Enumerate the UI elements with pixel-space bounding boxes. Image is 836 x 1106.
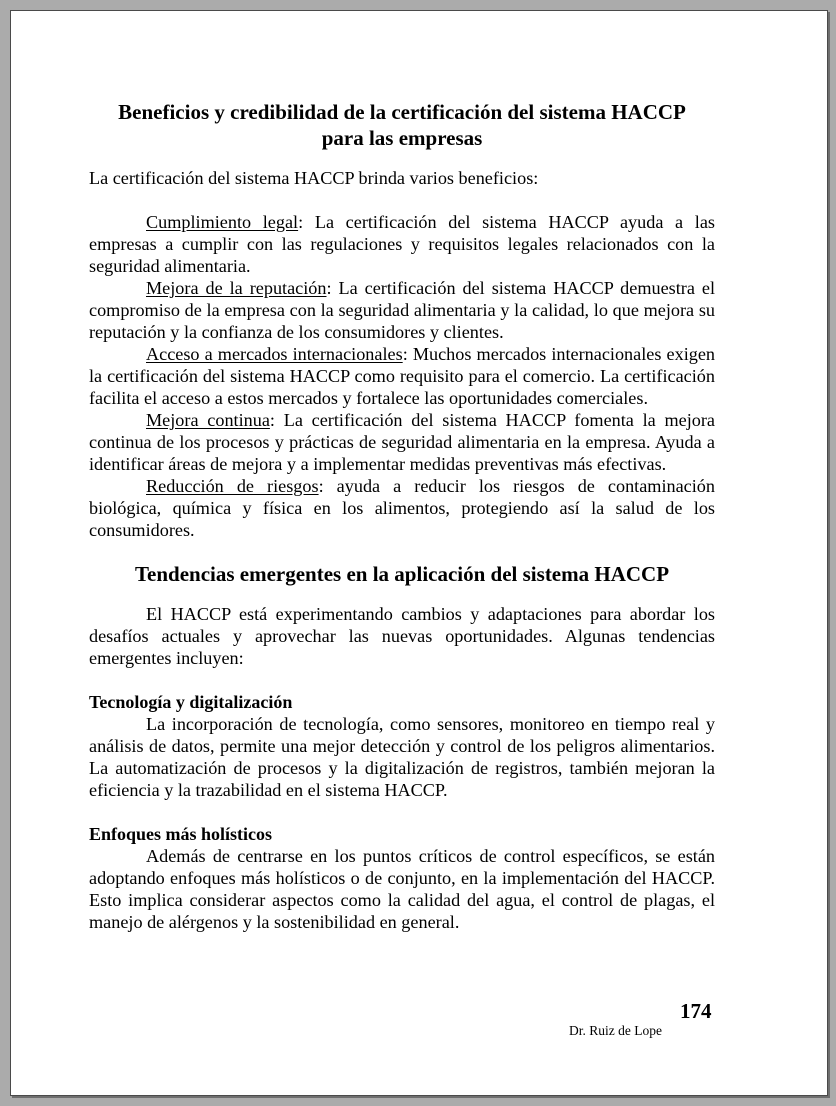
trends-intro: El HACCP está experimentando cambios y adaptaciones para abordar los desafíos actuales y aprovechar las nuevas oportunidades. Algunas tendencias emergentes incluyen: (89, 604, 715, 668)
benefit-term: Mejora de la reputación (146, 278, 327, 298)
section-title-trends: Tendencias emergentes en la aplicación del sistema HACCP (134, 562, 670, 586)
benefit-text: : La certificación del sistema HACCP ayuda a las empresas a cumplir con las regulaciones y requisitos legales relacionados con la seguridad alimentaria. (89, 212, 715, 276)
benefits-list (89, 211, 715, 541)
benefits-intro: La certificación del sistema HACCP brinda varios beneficios: (89, 168, 539, 188)
benefit-item (89, 211, 715, 277)
benefit-text: : Muchos mercados internacionales exigen la certificación del sistema HACCP como requisito para el comercio. La certificación facilita el acceso a estos mercados y fortalece las oportunidades comerciales. (89, 344, 716, 408)
benefit-term: Mejora continua (146, 410, 270, 430)
benefit-item (89, 277, 715, 343)
page-content (89, 99, 715, 933)
document-page (10, 10, 828, 1096)
benefit-text: : La certificación del sistema HACCP demuestra el compromiso de la empresa con la seguridad alimentaria y la calidad, lo que mejora su reputación y la confianza de los consumidores y clientes. (89, 278, 715, 342)
benefit-item (89, 475, 715, 541)
benefit-item (89, 343, 715, 409)
page-number: 174 (680, 999, 712, 1023)
title-line-2: para las empresas (321, 126, 483, 150)
benefit-term: Cumplimiento legal (146, 212, 299, 232)
benefit-term: Reducción de riesgos (146, 476, 319, 496)
author-footer: Dr. Ruiz de Lope (569, 1023, 662, 1038)
title-line-1: Beneficios y credibilidad de la certificación del sistema HACCP (118, 100, 686, 124)
subsection-text-technology: La incorporación de tecnología, como sensores, monitoreo en tiempo real y análisis de datos, permite una mejor detección y control de los peligros alimentarios. La automatización de procesos y la digitalización de registros, también mejoran la eficiencia y la trazabilidad en el sistema HACCP. (89, 714, 715, 800)
subsection-heading-technology: Tecnología y digitalización (89, 692, 293, 712)
benefit-item (89, 409, 715, 475)
subsection-text-holistic: Además de centrarse en los puntos críticos de control específicos, se están adoptando enfoques más holísticos o de conjunto, en la implementación del HACCP. Esto implica considerar aspectos como la calidad del agua, el control de plagas, el manejo de alérgenos y la sostenibilidad en general. (89, 846, 715, 932)
benefit-term: Acceso a mercados internacionales (146, 344, 403, 364)
benefit-text: : La certificación del sistema HACCP fomenta la mejora continua de los procesos y prácticas de seguridad alimentaria en la empresa. Ayuda a identificar áreas de mejora y a implementar medidas preventivas más efectivas. (89, 410, 715, 474)
benefit-text: : ayuda a reducir los riesgos de contaminación biológica, química y física en los alimentos, protegiendo así la salud de los consumidores. (89, 476, 715, 540)
subsection-heading-holistic: Enfoques más holísticos (89, 824, 273, 844)
section-title-benefits (89, 99, 715, 151)
